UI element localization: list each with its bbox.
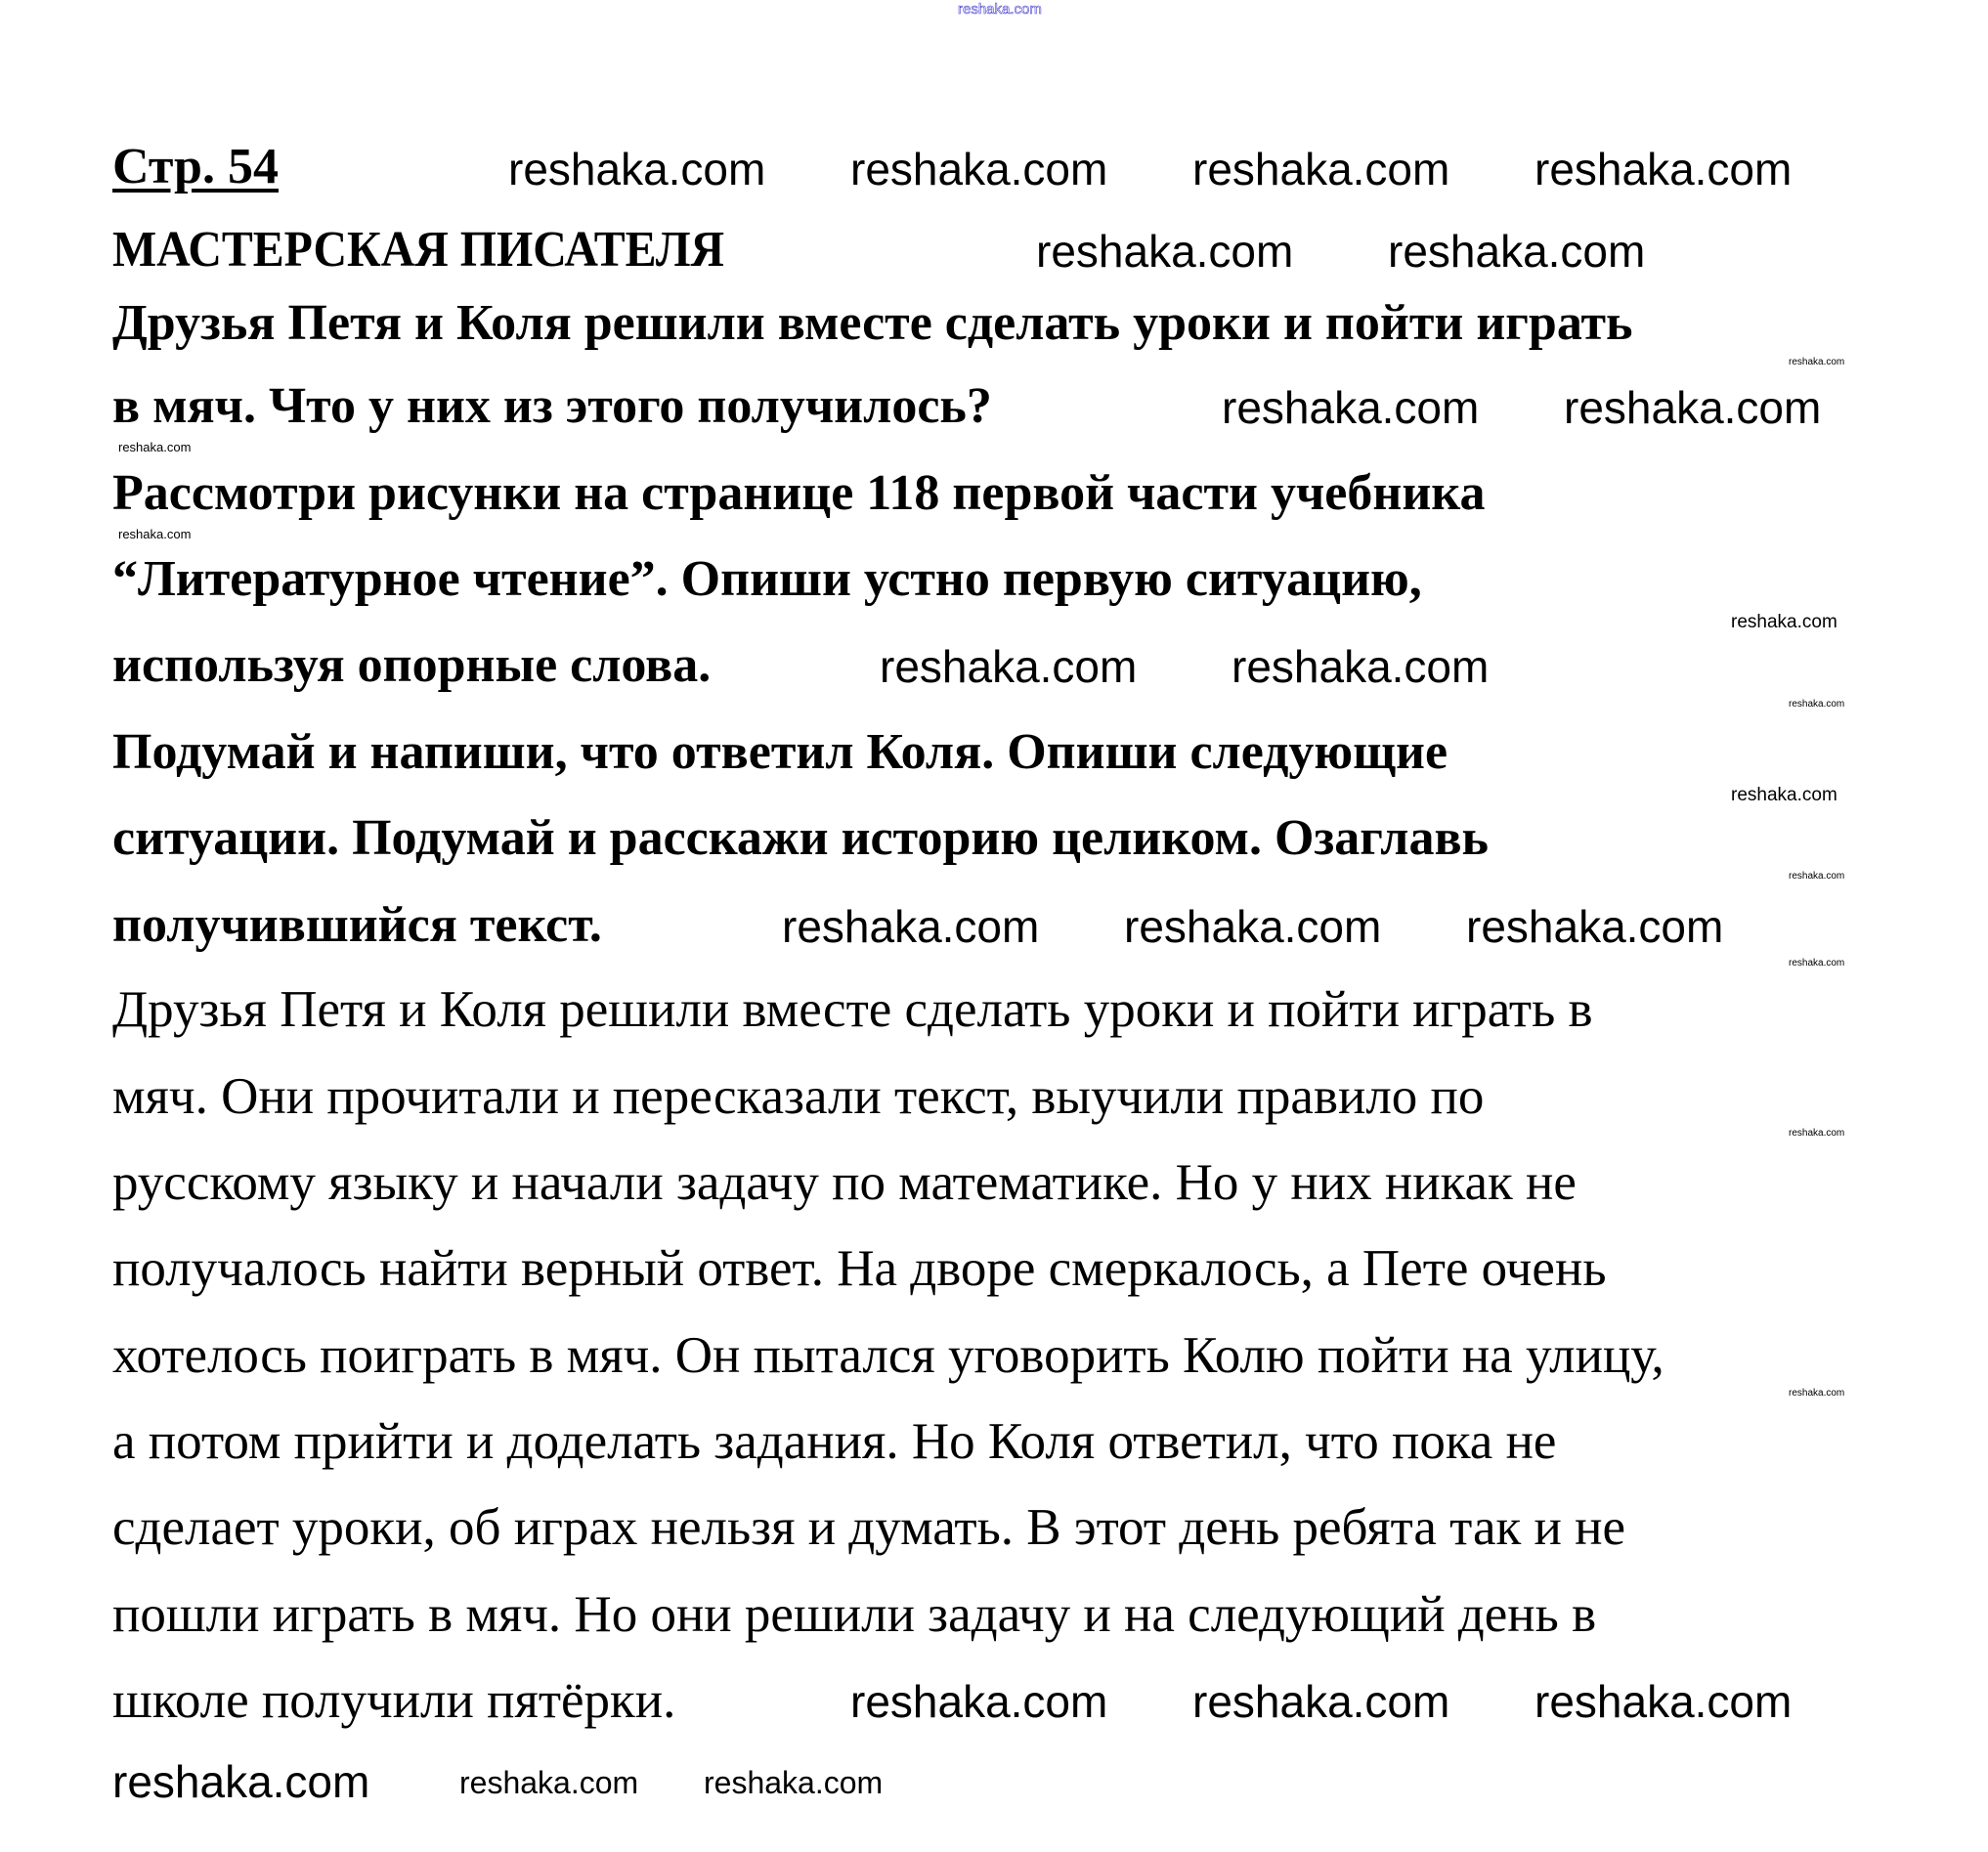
answer-line: мяч. Они прочитали и пересказали текст, выучили правило по — [112, 1068, 1485, 1125]
top-watermark: reshaka.com — [958, 1, 1042, 18]
watermark: reshaka.com — [1564, 382, 1822, 433]
watermark: reshaka.com — [1232, 641, 1490, 692]
answer-line: русскому языку и начали задачу по математике. Но у них никак не — [112, 1154, 1577, 1211]
answer-line: пошли играть в мяч. Но они решили задачу и на следующий день в — [112, 1586, 1597, 1643]
watermark: reshaka.com — [112, 1756, 370, 1807]
answer-line: школе получили пятёрки. — [112, 1672, 676, 1729]
watermark: reshaka.com — [880, 641, 1138, 692]
task-line: Друзья Петя и Коля решили вместе сделать уроки и пойти играть — [112, 295, 1633, 351]
watermark: reshaka.com — [1789, 871, 1845, 882]
watermark: reshaka.com — [1192, 144, 1450, 194]
watermark: reshaka.com — [850, 144, 1108, 194]
answer-line: хотелось поиграть в мяч. Он пытался уговорить Колю пойти на улицу, — [112, 1327, 1664, 1384]
task-line: ситуации. Подумай и расскажи историю целиком. Озаглавь — [112, 810, 1490, 866]
watermark: reshaka.com — [1731, 785, 1837, 805]
answer-line: а потом прийти и доделать задания. Но Коля ответил, что пока не — [112, 1413, 1557, 1470]
page-reference: Стр. 54 — [112, 139, 279, 194]
watermark: reshaka.com — [1789, 1128, 1845, 1139]
task-line: Рассмотри рисунки на странице 118 первой части учебника — [112, 465, 1486, 521]
watermark: reshaka.com — [1222, 382, 1480, 433]
watermark: reshaka.com — [1124, 901, 1382, 952]
watermark: reshaka.com — [118, 440, 192, 454]
answer-line: получалось найти верный ответ. На дворе смеркалось, а Пете очень — [112, 1240, 1607, 1297]
watermark: reshaka.com — [1731, 612, 1837, 632]
watermark: reshaka.com — [1534, 144, 1793, 194]
task-line: “Литературное чтение”. Опиши устно первую ситуацию, — [112, 551, 1422, 607]
watermark: reshaka.com — [1466, 901, 1724, 952]
watermark: reshaka.com — [850, 1676, 1108, 1727]
task-line: в мяч. Что у них из этого получилось? — [112, 378, 992, 434]
watermark: reshaka.com — [459, 1765, 639, 1800]
watermark: reshaka.com — [782, 901, 1040, 952]
watermark: reshaka.com — [704, 1765, 884, 1800]
answer-line: Друзья Петя и Коля решили вместе сделать уроки и пойти играть в — [112, 981, 1593, 1038]
watermark: reshaka.com — [1789, 357, 1845, 367]
watermark: reshaka.com — [1789, 699, 1845, 710]
watermark: reshaka.com — [1388, 226, 1646, 277]
task-line: используя опорные слова. — [112, 637, 712, 693]
watermark: reshaka.com — [1789, 1388, 1845, 1399]
watermark: reshaka.com — [508, 144, 766, 194]
watermark: reshaka.com — [1534, 1676, 1793, 1727]
watermark: reshaka.com — [1789, 958, 1845, 969]
task-line: Подумай и напиши, что ответил Коля. Опиши следующие — [112, 724, 1448, 780]
watermark: reshaka.com — [118, 527, 192, 541]
answer-line: сделает уроки, об играх нельзя и думать. В этот день ребята так и не — [112, 1499, 1625, 1556]
task-line: получившийся текст. — [112, 897, 602, 953]
watermark: reshaka.com — [1192, 1676, 1450, 1727]
watermark: reshaka.com — [1036, 226, 1294, 277]
section-title: МАСТЕРСКАЯ ПИСАТЕЛЯ — [112, 222, 725, 278]
